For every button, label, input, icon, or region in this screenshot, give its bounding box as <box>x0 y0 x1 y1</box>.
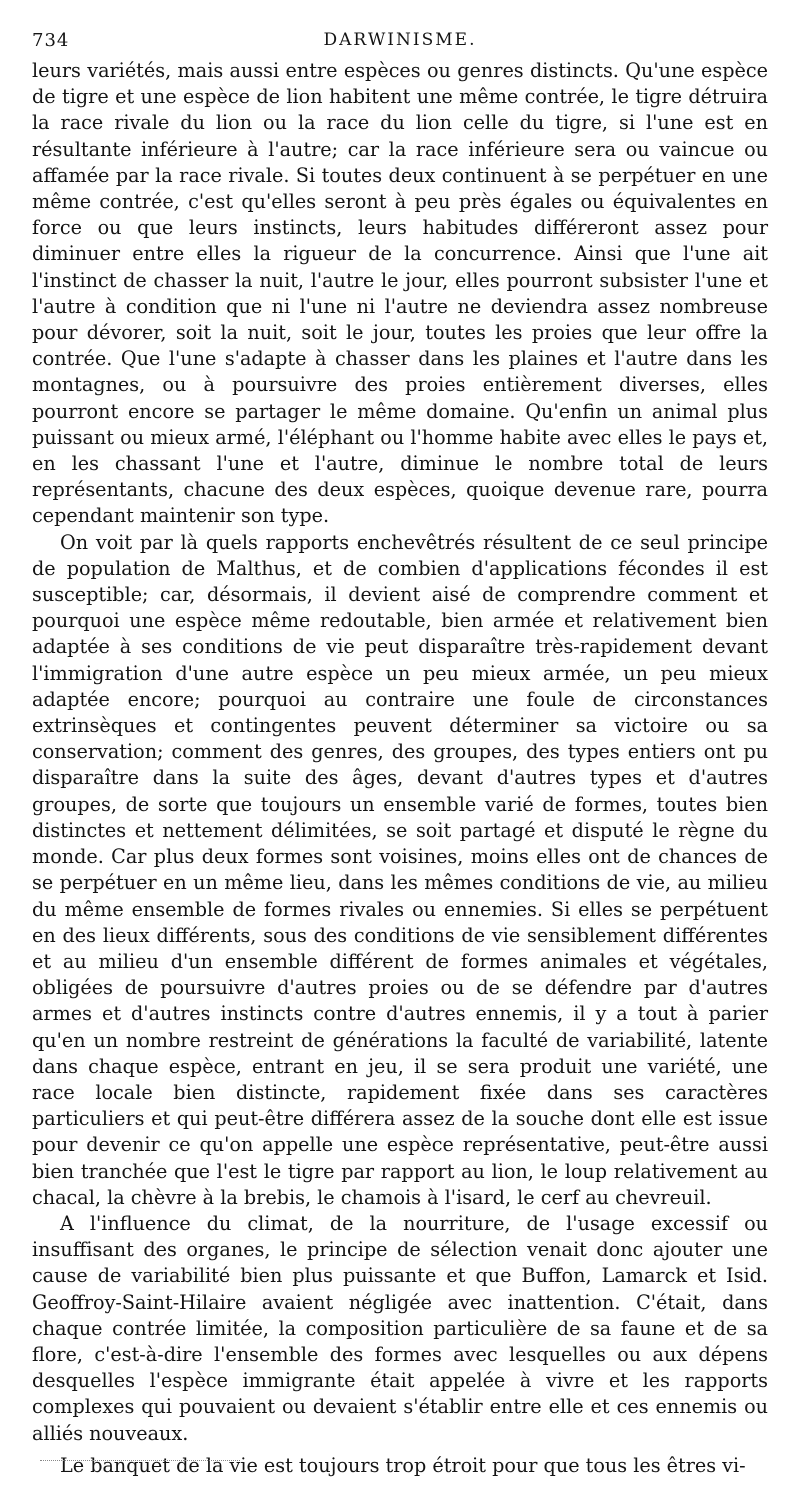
book-page <box>32 30 768 1479</box>
paragraph: leurs variétés, mais aussi entre espèces ou genres distincts. Qu'une espèce de tigre et une espèce de lion habitent une même contrée, le tigre détruira la race rivale du lion ou la race du lion celle du tigre, si l'une est en résultante inférieure à l'autre; car la race inférieure sera ou vaincue ou affamée par la race rivale. Si toutes deux continuent à se perpétuer en une même contrée, c'est qu'elles seront à peu près égales ou équivalentes en force ou que leurs instincts, leurs habitudes différeront assez pour diminuer entre elles la rigueur de la concurrence. Ainsi que l'une ait l'instinct de chasser la nuit, l'autre le jour, elles pourront subsister l'une et l'autre à condition que ni l'une ni l'autre ne deviendra assez nombreuse pour dévorer, soit la nuit, soit le jour, toutes les proies que leur offre la contrée. Que l'une s'adapte à chasser dans les plaines et l'autre dans les montagnes, ou à poursuivre des proies entièrement diverses, elles pourront encore se partager le même domaine. Qu'enfin un animal plus puissant ou mieux armé, l'éléphant ou l'homme habite avec elles le pays et, en les chassant l'une et l'autre, diminue le nombre total de leurs représentants, chacune des deux espèces, quoique devenue rare, pourra cependant maintenir son type. <box>32 59 768 528</box>
page-number: 734 <box>32 30 70 51</box>
body-text <box>32 58 768 1479</box>
paragraph: On voit par là quels rapports enchevêtrés résultent de ce seul principe de population de Malthus, et de combien d'applications fécondes il est susceptible; car, désormais, il devient aisé de comprendre comment et pourquoi une espèce même redoutable, bien armée et relativement bien adaptée à ses conditions de vie peut disparaître très-rapidement devant l'immigration d'une autre espèce un peu mieux armée, un peu mieux adaptée encore; pourquoi au contraire une foule de circonstances extrinsèques et contingentes peuvent déterminer sa victoire ou sa conservation; comment des genres, des groupes, des types entiers ont pu disparaître dans la suite des âges, devant d'autres types et d'autres groupes, de sorte que toujours un ensemble varié de formes, toutes bien distinctes et nettement délimitées, se soit partagé et disputé le règne du monde. Car plus deux formes sont voisines, moins elles ont de chances de se perpétuer en un même lieu, dans les mêmes conditions de vie, au milieu du même ensemble de formes rivales ou ennemies. Si elles se perpétuent en des lieux différents, sous des conditions de vie sensiblement différentes et au milieu d'un ensemble différent de formes animales et végétales, obligées de poursuivre d'autres proies ou de se défendre par d'autres armes et d'autres instincts contre d'autres ennemis, il y a tout à parier qu'en un nombre restreint de générations la faculté de variabilité, latente dans chaque espèce, entrant en jeu, il se sera produit une variété, une race locale bien distincte, rapidement fixée dans ses caractères particuliers et qui peut-être différera assez de la souche dont elle est issue pour devenir ce qu'on appelle une espèce représentative, peut-être aussi bien tranchée que l'est le tigre par rapport au lion, le loup relativement au chacal, la chèvre à la brebis, le chamois à l'isard, le cerf au chevreuil. <box>32 530 768 1209</box>
footer-rule <box>40 1460 240 1461</box>
running-head <box>32 30 768 54</box>
running-title: DARWINISME. <box>323 30 477 50</box>
paragraph: A l'influence du climat, de la nourriture, de l'usage excessif ou insuffisant des organes, le principe de sélection venait donc ajouter une cause de variabilité bien plus puissante et que Buffon, Lamarck et Isid. Geoffroy-Saint-Hilaire avaient négligée avec inattention. C'était, dans chaque contrée limitée, la composition particulière de sa faune et de sa flore, c'est-à-dire l'ensemble des formes avec lesquelles ou aux dépens desquelles l'espèce immigrante était appelée à vivre et les rapports complexes qui pouvaient ou devaient s'établir entre elle et ces ennemis ou alliés nouveaux. <box>32 1211 768 1445</box>
paragraph: Le banquet de la vie est toujours trop étroit pour que tous les êtres vi- <box>60 1453 746 1477</box>
